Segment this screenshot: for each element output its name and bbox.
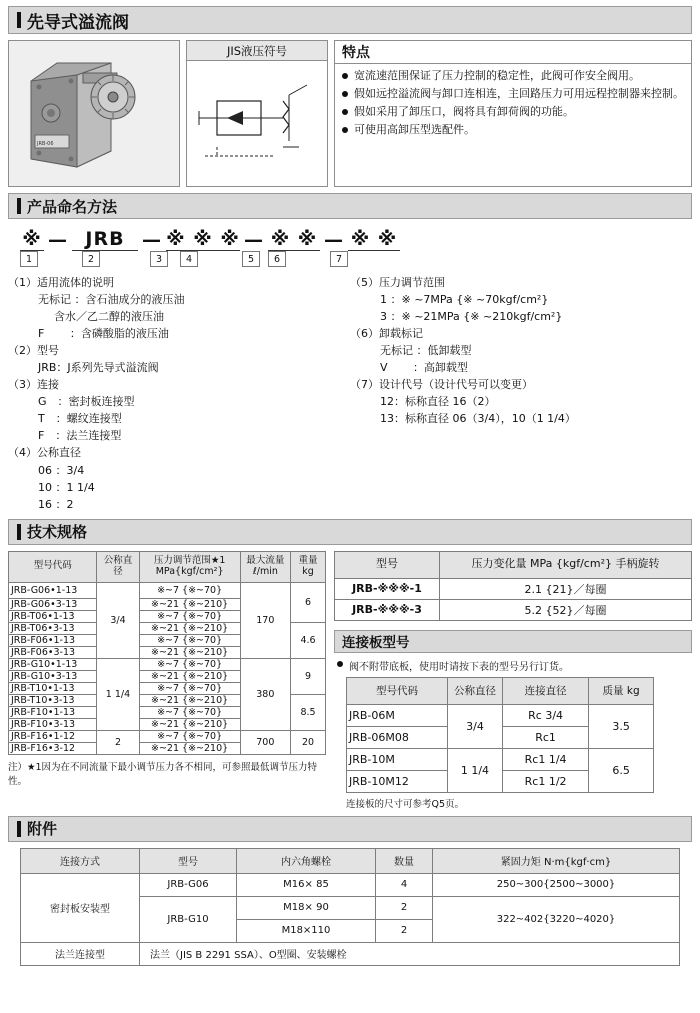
cell-flow: 700 [240,730,290,754]
naming-line: （5）压力调节范围 [350,276,445,289]
cell-model: JRB-T10•3-13 [9,694,97,706]
feature-item: 假如采用了卸压口，阀将具有卸荷阀的功能。 [341,105,685,120]
cell-mass: 6.5 [589,748,654,792]
cell-bolt: M18× 90 [237,896,376,919]
spec-main-table-wrap [8,551,326,810]
feature-item: 可使用高卸压型选配件。 [341,123,685,138]
cell-model: JRB-G06 [140,873,237,896]
cell-pressure: ※~21 {※~210} [139,598,240,610]
cell-connection: Rc1 1/2 [502,770,588,792]
col-connection-type: 连接方式 [21,848,140,873]
cell-pressure: ※~7 {※~70} [139,658,240,670]
naming-line: （7）设计代号（设计代号可以变更） [350,378,533,392]
cell-model: JRB-G10 [140,896,237,942]
cell-model: JRB-F16•1-12 [9,730,97,742]
plate-heading: 连接板型号 [342,635,410,652]
table-row [347,748,654,770]
plate-table [346,677,654,793]
valve-illustration [27,55,145,171]
plate-heading-bar [334,630,692,653]
table-row [9,658,326,670]
cell-pressure: ※~21 {※~210} [139,694,240,706]
cell-weight: 6 [290,582,325,622]
cell-model: JRB-G06•1-13 [9,582,97,598]
spec-heading: 技术规格 [27,523,88,542]
code-part-4: ※ ※ [268,228,320,251]
cell-weight: 20 [290,730,325,754]
col-weight: 重量 kg [290,551,325,582]
naming-line: 06 ：3/4 [38,463,85,477]
code-dash-1: — [48,228,68,251]
cell-flange-text: 法兰（JIS B 2291 SSA）、O型圈、安装螺栓 [140,942,680,965]
col-qty: 数量 [376,848,433,873]
code-number-7: 7 [330,251,348,267]
symbol-box [186,40,328,187]
page-title-bar [8,6,692,34]
cell-pressure: ※~7 {※~70} [139,706,240,718]
table-row [335,599,692,620]
accessories-heading-bar [8,816,692,842]
cell-pressure: ※~21 {※~210} [139,718,240,730]
code-dash-2: — [142,228,162,251]
cell-model: JRB-06M08 [347,726,448,748]
code-number-2: 2 [82,251,100,267]
naming-line: F ：含磷酸脂的液压油 [38,327,169,341]
pressure-change-table [334,551,692,621]
cell-model: JRB-F10•1-13 [9,706,97,718]
naming-line: 无标记 ：低卸载型 [380,344,472,358]
cell-model: JRB-06M [347,704,448,726]
naming-line: （1）适用流体的说明 [8,276,114,289]
cell-weight: 9 [290,658,325,694]
naming-heading-bar [8,193,692,219]
top-section [8,40,692,187]
table-row [21,873,680,896]
cell-connection: Rc 3/4 [502,704,588,726]
cell-bolt: M16× 85 [237,873,376,896]
cell-model: JRB-10M [347,748,448,770]
symbol-diagram [187,61,327,186]
naming-line: V ：高卸载型 [380,361,469,375]
col-pressure: 压力调节范围★1 MPa{kgf/cm²} [139,551,240,582]
col-bolt: 内六角螺栓 [237,848,376,873]
cell-diameter: 2 [97,730,139,754]
cell-connection: Rc1 [502,726,588,748]
cell-model: JRB-10M12 [347,770,448,792]
features-list [341,69,685,137]
cell-diameter: 3/4 [448,704,503,748]
cell-flow: 170 [240,582,290,658]
naming-line: （2）型号 [8,344,59,358]
cell-model: JRB-G06•3-13 [9,598,97,610]
product-photo [8,40,180,187]
table-row [347,704,654,726]
table-header-row [21,848,680,873]
col-diameter: 公称直径 [448,677,503,704]
naming-line: （6）卸载标记 [350,327,423,341]
cell-model: JRB-F10•3-13 [9,718,97,730]
accessories-accent-bar [17,821,21,837]
cell-model: JRB-F06•1-13 [9,634,97,646]
code-part-2: JRB [72,228,138,251]
plate-reference: 连接板的尺寸可参考Q5页。 [346,798,465,810]
cell-pressure: ※~7 {※~70} [139,730,240,742]
cell-model: JRB-T06•3-13 [9,622,97,634]
spec-heading-bar [8,519,692,545]
page-title: 先导式溢流阀 [27,12,129,33]
cell-model: JRB-F06•3-13 [9,646,97,658]
code-dash-4: — [324,228,344,251]
symbol-box-title: JIS液压符号 [187,41,327,61]
naming-right-column [350,274,692,513]
spec-section [8,551,692,810]
cell-diameter: 1 1/4 [97,658,139,730]
code-number-row [20,251,692,267]
cell-pressure: ※~21 {※~210} [139,670,240,682]
cell-bolt: M18×110 [237,919,376,942]
spec-main-table [8,551,326,755]
naming-line: JRB：J系列先导式溢流阀 [38,361,159,375]
naming-heading: 产品命名方法 [27,197,118,216]
naming-line: 1 ：※ ~7MPa {※ ~70kgf/cm²} [380,293,549,307]
table-row [9,730,326,742]
cell-connection: Rc1 1/4 [502,748,588,770]
features-heading: 特点 [335,41,691,64]
cell-model: JRB-T06•1-13 [9,610,97,622]
col-model: 型号 [335,551,440,578]
cell-model: JRB-※※※-3 [335,599,440,620]
cell-diameter: 1 1/4 [448,748,503,792]
naming-accent-bar [17,198,21,214]
naming-line: G ：密封板连接型 [38,395,135,409]
cell-pressure: ※~7 {※~70} [139,610,240,622]
cell-weight: 4.6 [290,622,325,658]
plate-note: 阀不附带底板，使用时请按下表的型号另行订货。 [336,658,692,673]
accessories-heading: 附件 [27,820,58,839]
table-row [9,582,326,598]
cell-pressure: ※~7 {※~70} [139,634,240,646]
cell-model: JRB-G10•1-13 [9,658,97,670]
cell-qty: 2 [376,896,433,919]
cell-pressure: ※~21 {※~210} [139,742,240,754]
naming-line: 含水／乙二醇的液压油 [54,310,164,324]
spec-accent-bar [17,524,21,540]
naming-line: T ：螺纹连接型 [38,412,122,426]
code-part-1: ※ [20,228,44,251]
col-connection: 连接直径 [502,677,588,704]
code-number-1: 1 [20,251,38,267]
spec-right-column [334,551,692,810]
spec-note: 注）★1因为在不同流量下最小调节压力各不相同，可参照最低调节压力特性。 [8,761,318,787]
feature-item: 宽流速范围保证了压力控制的稳定性，此阀可作安全阀用。 [341,69,685,84]
cell-model: JRB-※※※-1 [335,578,440,599]
table-row [335,578,692,599]
table-header-row [335,551,692,578]
naming-line: 12：标称直径 16（2） [380,395,496,409]
cell-pressure: ※~7 {※~70} [139,682,240,694]
naming-line: 16 ：2 [38,497,74,511]
table-row [21,942,680,965]
col-mass: 质量 kg [589,677,654,704]
cell-pressure: ※~7 {※~70} [139,582,240,598]
naming-left-column [8,274,350,513]
cell-qty: 2 [376,919,433,942]
naming-line: 10 ：1 1/4 [38,480,95,494]
cell-diameter: 3/4 [97,582,139,658]
cell-torque: 322~402{3220~4020} [433,896,680,942]
naming-line: 3 ：※ ~21MPa {※ ~210kgf/cm²} [380,310,563,324]
cell-value: 2.1 {21}／每圈 [440,578,692,599]
code-number-5: 5 [242,251,260,267]
naming-line: 13：标称直径 06（3/4），10（1 1/4） [380,412,576,426]
cell-connection-type: 密封板安装型 [21,873,140,942]
cell-pressure: ※~21 {※~210} [139,646,240,658]
cell-weight: 8.5 [290,694,325,730]
col-model: 型号 [140,848,237,873]
cell-model: JRB-G10•3-13 [9,670,97,682]
cell-model: JRB-T10•1-13 [9,682,97,694]
naming-line: （3）连接 [8,378,59,392]
cell-connection-type: 法兰连接型 [21,942,140,965]
cell-mass: 3.5 [589,704,654,748]
feature-item: 假如远控溢流阀与卸口连相连，主回路压力可用远程控制器来控制。 [341,87,685,102]
table-header-row [9,551,326,582]
naming-line: F ：法兰连接型 [38,429,122,443]
cell-model: JRB-F16•3-12 [9,742,97,754]
cell-torque: 250~300{2500~3000} [433,873,680,896]
col-diameter: 公称直径 [97,551,139,582]
col-model: 型号代码 [9,551,97,582]
cell-flow: 380 [240,658,290,730]
col-model: 型号代码 [347,677,448,704]
datasheet-page [0,6,700,1013]
model-code-row [20,228,692,251]
code-part-5: ※ ※ [348,228,400,251]
col-flow: 最大流量 ℓ/min [240,551,290,582]
table-header-row [347,677,654,704]
title-accent-bar [17,12,21,28]
jis-hydraulic-symbol [187,61,327,186]
naming-line: （4）公称直径 [8,446,81,460]
accessories-table [20,848,680,966]
code-number-4: 4 [180,251,198,267]
features-box [334,40,692,187]
naming-explanation [8,274,692,513]
col-torque: 紧固力矩 N·m{kgf·cm} [433,848,680,873]
cell-value: 5.2 {52}／每圈 [440,599,692,620]
naming-line: 无标记 ：含石油成分的液压油 [38,293,185,307]
code-number-6: 6 [268,251,286,267]
code-part-3: ※ ※ ※ [166,228,240,250]
col-pressure-change: 压力变化量 MPa {kgf/cm²} 手柄旋转 [440,551,692,578]
svg-text:JRB-06: JRB-06 [37,141,54,147]
cell-qty: 4 [376,873,433,896]
cell-pressure: ※~21 {※~210} [139,622,240,634]
code-number-3: 3 [150,251,168,267]
code-dash-3: — [244,228,264,251]
